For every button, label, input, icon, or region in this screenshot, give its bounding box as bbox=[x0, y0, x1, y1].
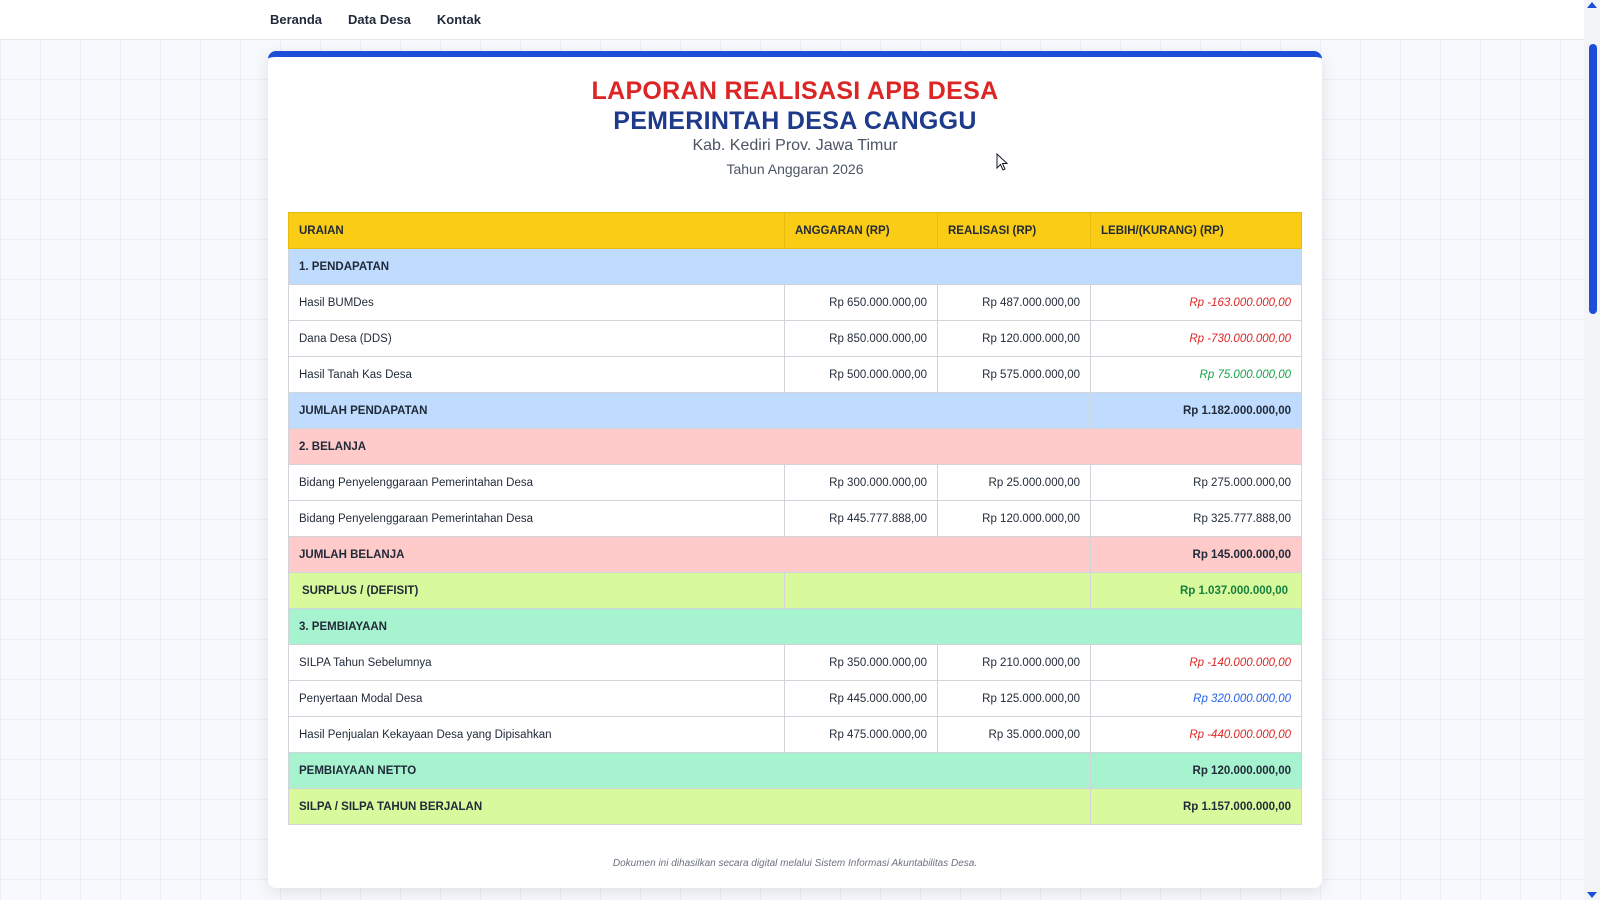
row-realisasi: Rp 575.000.000,00 bbox=[938, 357, 1091, 393]
row-selisih: Rp 275.000.000,00 bbox=[1091, 465, 1302, 501]
column-header-selisih: LEBIH/(KURANG) (RP) bbox=[1091, 213, 1302, 249]
section-heading: 1. PENDAPATAN bbox=[289, 249, 1302, 285]
row-anggaran: Rp 850.000.000,00 bbox=[785, 321, 938, 357]
row-anggaran: Rp 445.000.000,00 bbox=[785, 681, 938, 717]
row-selisih: Rp -163.000.000,00 bbox=[1091, 285, 1302, 321]
column-header-realisasi: REALISASI (RP) bbox=[938, 213, 1091, 249]
table-row bbox=[289, 321, 1302, 357]
row-selisih: Rp 320.000.000,00 bbox=[1091, 681, 1302, 717]
column-header-uraian: URAIAN bbox=[289, 213, 785, 249]
surplus-value: Rp 1.037.000.000,00 bbox=[1091, 573, 1302, 609]
row-name: Hasil BUMDes bbox=[289, 285, 785, 321]
surplus-label: SURPLUS / (DEFISIT) bbox=[289, 573, 785, 609]
total-label: JUMLAH BELANJA bbox=[289, 537, 1091, 573]
row-realisasi: Rp 125.000.000,00 bbox=[938, 681, 1091, 717]
total-value: Rp 120.000.000,00 bbox=[1091, 753, 1302, 789]
report-title: LAPORAN REALISASI APB DESA bbox=[591, 77, 999, 105]
scroll-up-arrow-icon[interactable] bbox=[1587, 2, 1597, 8]
table-row bbox=[289, 645, 1302, 681]
section-heading: 2. BELANJA bbox=[289, 429, 1302, 465]
section-row-pendapatan bbox=[289, 249, 1302, 285]
row-anggaran: Rp 445.777.888,00 bbox=[785, 501, 938, 537]
row-realisasi: Rp 120.000.000,00 bbox=[938, 321, 1091, 357]
row-name: Dana Desa (DDS) bbox=[289, 321, 785, 357]
row-name: Bidang Penyelenggaraan Pemerintahan Desa bbox=[289, 465, 785, 501]
mouse-cursor-icon bbox=[996, 153, 1008, 171]
row-realisasi: Rp 487.000.000,00 bbox=[938, 285, 1091, 321]
table-row bbox=[289, 501, 1302, 537]
total-label: JUMLAH PENDAPATAN bbox=[289, 393, 1091, 429]
report-subtitle: PEMERINTAH DESA CANGGU bbox=[613, 107, 977, 135]
row-selisih: Rp -140.000.000,00 bbox=[1091, 645, 1302, 681]
section-heading: 3. PEMBIAYAAN bbox=[289, 609, 1302, 645]
silpa-row bbox=[289, 789, 1302, 825]
column-header-anggaran: ANGGARAN (RP) bbox=[785, 213, 938, 249]
total-row-belanja bbox=[289, 537, 1302, 573]
silpa-label: SILPA / SILPA TAHUN BERJALAN bbox=[289, 789, 1091, 825]
row-realisasi: Rp 35.000.000,00 bbox=[938, 717, 1091, 753]
silpa-value: Rp 1.157.000.000,00 bbox=[1091, 789, 1302, 825]
report-card bbox=[268, 51, 1322, 888]
top-navigation bbox=[0, 0, 1584, 40]
section-row-pembiayaan bbox=[289, 609, 1302, 645]
surplus-row bbox=[289, 573, 1302, 609]
nav-link-data-desa[interactable]: Data Desa bbox=[348, 12, 411, 27]
table-row bbox=[289, 357, 1302, 393]
row-name: Penyertaan Modal Desa bbox=[289, 681, 785, 717]
table-header-row bbox=[289, 213, 1302, 249]
section-row-belanja bbox=[289, 429, 1302, 465]
page-scrollbar[interactable] bbox=[1584, 0, 1600, 900]
row-selisih: Rp 325.777.888,00 bbox=[1091, 501, 1302, 537]
row-name: Hasil Tanah Kas Desa bbox=[289, 357, 785, 393]
table-row bbox=[289, 681, 1302, 717]
table-row bbox=[289, 465, 1302, 501]
total-row-pembiayaan bbox=[289, 753, 1302, 789]
row-selisih: Rp -440.000.000,00 bbox=[1091, 717, 1302, 753]
row-anggaran: Rp 650.000.000,00 bbox=[785, 285, 938, 321]
nav-link-beranda[interactable]: Beranda bbox=[270, 12, 323, 27]
row-name: Hasil Penjualan Kekayaan Desa yang Dipisahkan bbox=[289, 717, 785, 753]
total-value: Rp 1.182.000.000,00 bbox=[1091, 393, 1302, 429]
row-anggaran: Rp 350.000.000,00 bbox=[785, 645, 938, 681]
row-realisasi: Rp 210.000.000,00 bbox=[938, 645, 1091, 681]
report-year: Tahun Anggaran 2026 bbox=[726, 161, 864, 177]
table-row bbox=[289, 285, 1302, 321]
report-table bbox=[288, 212, 1302, 825]
total-label: PEMBIAYAAN NETTO bbox=[289, 753, 1091, 789]
row-realisasi: Rp 25.000.000,00 bbox=[938, 465, 1091, 501]
row-selisih: Rp 75.000.000,00 bbox=[1091, 357, 1302, 393]
surplus-empty-cell bbox=[785, 573, 1091, 609]
row-anggaran: Rp 500.000.000,00 bbox=[785, 357, 938, 393]
row-anggaran: Rp 475.000.000,00 bbox=[785, 717, 938, 753]
nav-link-kontak[interactable]: Kontak bbox=[436, 12, 481, 27]
scroll-down-arrow-icon[interactable] bbox=[1587, 892, 1597, 898]
total-value: Rp 145.000.000,00 bbox=[1091, 537, 1302, 573]
total-row-pendapatan bbox=[289, 393, 1302, 429]
scrollbar-thumb[interactable] bbox=[1589, 44, 1597, 314]
row-name: SILPA Tahun Sebelumnya bbox=[289, 645, 785, 681]
row-name: Bidang Penyelenggaraan Pemerintahan Desa bbox=[289, 501, 785, 537]
row-realisasi: Rp 120.000.000,00 bbox=[938, 501, 1091, 537]
footer-note: Dokumen ini dihasilkan secara digital melalui Sistem Informasi Akuntabilitas Desa. bbox=[612, 858, 978, 869]
row-anggaran: Rp 300.000.000,00 bbox=[785, 465, 938, 501]
report-region: Kab. Kediri Prov. Jawa Timur bbox=[692, 137, 898, 154]
table-row bbox=[289, 717, 1302, 753]
row-selisih: Rp -730.000.000,00 bbox=[1091, 321, 1302, 357]
